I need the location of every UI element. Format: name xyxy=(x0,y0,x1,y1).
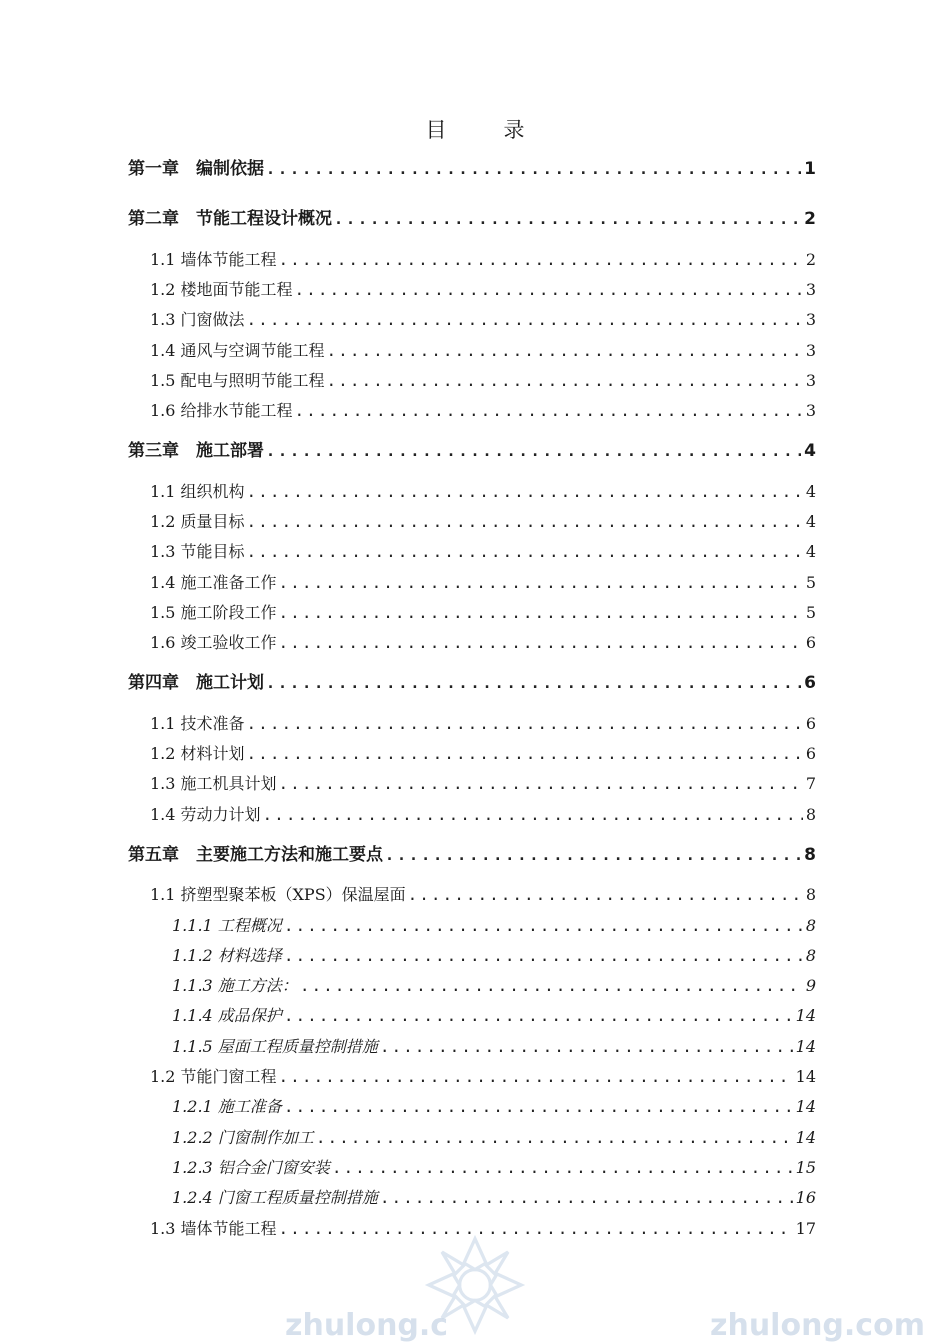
toc-entry-label: 1.3 墙体节能工程 xyxy=(150,1219,277,1238)
toc-entry-subsection[interactable] xyxy=(172,1005,816,1027)
toc-entry-page-number: 8 xyxy=(805,916,816,935)
toc-entry-subsection[interactable] xyxy=(172,1036,816,1058)
toc-entry-page-number: 6 xyxy=(804,673,816,693)
toc-entry-label: 1.2.1 施工准备 xyxy=(172,1097,282,1116)
toc-entry-subsection[interactable] xyxy=(172,975,816,997)
toc-entry-page-number: 8 xyxy=(805,946,816,965)
toc-entry-section[interactable] xyxy=(150,602,816,624)
toc-entry-chapter[interactable] xyxy=(128,158,816,180)
toc-entry-page-number: 3 xyxy=(805,401,816,420)
toc-entry-section[interactable] xyxy=(150,773,816,795)
toc-leader-dots xyxy=(247,511,803,533)
toc-entry-label: 第三章 施工部署 xyxy=(128,441,264,461)
toc-entry-label: 1.3 门窗做法 xyxy=(150,310,245,329)
toc-entry-label: 1.4 施工准备工作 xyxy=(150,573,277,592)
toc-leader-dots xyxy=(279,1218,793,1240)
toc-entry-chapter[interactable] xyxy=(128,208,816,230)
toc-entry-section[interactable] xyxy=(150,632,816,654)
toc-leader-dots xyxy=(279,572,803,594)
toc-entry-label: 1.5 配电与照明节能工程 xyxy=(150,371,325,390)
toc-entry-section[interactable] xyxy=(150,279,816,301)
toc-entry-page-number: 8 xyxy=(804,845,816,865)
toc-entry-label: 1.1.4 成品保护 xyxy=(172,1006,282,1025)
toc-entry-page-number: 6 xyxy=(805,744,816,763)
watermark-text-right: zhulong.com xyxy=(710,1308,925,1343)
toc-entry-page-number: 3 xyxy=(805,341,816,360)
toc-leader-dots xyxy=(284,1096,793,1118)
toc-entry-label: 1.1.5 屋面工程质量控制措施 xyxy=(172,1037,378,1056)
toc-entry-label: 1.6 给排水节能工程 xyxy=(150,401,293,420)
toc-title: 目 录 xyxy=(425,118,543,142)
toc-entry-subsection[interactable] xyxy=(172,1127,816,1149)
toc-entry-section[interactable] xyxy=(150,1218,816,1240)
toc-entry-subsection[interactable] xyxy=(172,1157,816,1179)
toc-entry-section[interactable] xyxy=(150,340,816,362)
toc-entry-page-number: 3 xyxy=(805,280,816,299)
toc-leader-dots xyxy=(295,279,803,301)
toc-entry-page-number: 6 xyxy=(805,633,816,652)
toc-entry-section[interactable] xyxy=(150,249,816,271)
toc-entry-label: 第四章 施工计划 xyxy=(128,673,264,693)
toc-entry-page-number: 2 xyxy=(805,250,816,269)
toc-entry-section[interactable] xyxy=(150,400,816,422)
toc-entry-section[interactable] xyxy=(150,884,816,906)
toc-entry-label: 1.1.2 材料选择 xyxy=(172,946,282,965)
toc-leader-dots xyxy=(385,844,801,866)
toc-entry-section[interactable] xyxy=(150,1066,816,1088)
toc-entry-page-number: 2 xyxy=(804,209,816,229)
toc-entry-chapter[interactable] xyxy=(128,672,816,694)
toc-leader-dots xyxy=(266,440,801,462)
toc-leader-dots xyxy=(279,773,803,795)
toc-leader-dots xyxy=(279,1066,793,1088)
toc-entry-label: 1.3 节能目标 xyxy=(150,542,245,561)
toc-entry-label: 1.3 施工机具计划 xyxy=(150,774,277,793)
toc-entry-page-number: 14 xyxy=(795,1128,816,1147)
toc-entry-label: 1.2 质量目标 xyxy=(150,512,245,531)
toc-entry-page-number: 5 xyxy=(805,573,816,592)
toc-entry-page-number: 7 xyxy=(805,774,816,793)
toc-entry-section[interactable] xyxy=(150,572,816,594)
toc-entry-label: 第一章 编制依据 xyxy=(128,159,264,179)
toc-entry-page-number: 4 xyxy=(805,542,816,561)
toc-entry-label: 1.2 楼地面节能工程 xyxy=(150,280,293,299)
toc-entry-page-number: 9 xyxy=(805,976,816,995)
toc-entry-page-number: 4 xyxy=(805,512,816,531)
toc-entry-chapter[interactable] xyxy=(128,844,816,866)
toc-entry-label: 1.4 通风与空调节能工程 xyxy=(150,341,325,360)
toc-entry-label: 1.1.3 施工方法： xyxy=(172,976,298,995)
toc-entry-page-number: 3 xyxy=(805,371,816,390)
toc-entry-section[interactable] xyxy=(150,804,816,826)
toc-entry-page-number: 14 xyxy=(795,1037,816,1056)
toc-entry-subsection[interactable] xyxy=(172,945,816,967)
toc-leader-dots xyxy=(266,672,801,694)
toc-entry-page-number: 14 xyxy=(795,1067,816,1086)
toc-leader-dots xyxy=(284,945,803,967)
toc-entry-label: 1.4 劳动力计划 xyxy=(150,805,261,824)
toc-entry-label: 1.1 技术准备 xyxy=(150,714,245,733)
toc-entry-section[interactable] xyxy=(150,309,816,331)
toc-entry-page-number: 17 xyxy=(795,1219,816,1238)
toc-leader-dots xyxy=(295,400,803,422)
toc-entry-subsection[interactable] xyxy=(172,1187,816,1209)
toc-entry-label: 1.2 节能门窗工程 xyxy=(150,1067,277,1086)
toc-entry-label: 1.1.1 工程概况 xyxy=(172,916,282,935)
toc-leader-dots xyxy=(327,340,803,362)
toc-entry-section[interactable] xyxy=(150,370,816,392)
toc-entry-subsection[interactable] xyxy=(172,915,816,937)
toc-entry-section[interactable] xyxy=(150,743,816,765)
toc-entry-section[interactable] xyxy=(150,481,816,503)
toc-entry-label: 1.6 竣工验收工作 xyxy=(150,633,277,652)
watermark-text-left: zhulong.c xyxy=(285,1308,449,1343)
toc-entry-page-number: 8 xyxy=(805,885,816,904)
toc-leader-dots xyxy=(284,1005,793,1027)
toc-leader-dots xyxy=(279,249,803,271)
toc-entry-label: 1.2.2 门窗制作加工 xyxy=(172,1128,314,1147)
toc-entry-page-number: 16 xyxy=(795,1188,816,1207)
toc-entry-section[interactable] xyxy=(150,713,816,735)
toc-entry-label: 1.2.3 铝合金门窗安装 xyxy=(172,1158,330,1177)
toc-leader-dots xyxy=(316,1127,793,1149)
toc-entry-page-number: 5 xyxy=(805,603,816,622)
toc-entry-section[interactable] xyxy=(150,541,816,563)
toc-leader-dots xyxy=(279,602,803,624)
toc-entry-page-number: 6 xyxy=(805,714,816,733)
toc-entry-label: 1.2 材料计划 xyxy=(150,744,245,763)
toc-leader-dots xyxy=(300,975,803,997)
toc-leader-dots xyxy=(380,1036,793,1058)
toc-leader-dots xyxy=(247,541,803,563)
toc-entry-label: 1.2.4 门窗工程质量控制措施 xyxy=(172,1188,378,1207)
toc-entry-page-number: 14 xyxy=(795,1097,816,1116)
toc-leader-dots xyxy=(247,743,803,765)
toc-leader-dots xyxy=(380,1187,793,1209)
toc-entry-chapter[interactable] xyxy=(128,440,816,462)
toc-entry-label: 1.5 施工阶段工作 xyxy=(150,603,277,622)
toc-leader-dots xyxy=(247,713,803,735)
toc-leader-dots xyxy=(327,370,803,392)
toc-leader-dots xyxy=(247,481,803,503)
toc-leader-dots xyxy=(332,1157,793,1179)
toc-leader-dots xyxy=(279,632,803,654)
toc-entry-label: 1.1 组织机构 xyxy=(150,482,245,501)
toc-leader-dots xyxy=(284,915,803,937)
toc-entry-page-number: 1 xyxy=(804,159,816,179)
toc-leader-dots xyxy=(266,158,801,180)
toc-entry-label: 1.1 挤塑型聚苯板（XPS）保温屋面 xyxy=(150,885,406,904)
toc-leader-dots xyxy=(408,884,803,906)
toc-leader-dots xyxy=(263,804,803,826)
toc-entry-label: 第二章 节能工程设计概况 xyxy=(128,209,332,229)
toc-entry-page-number: 14 xyxy=(795,1006,816,1025)
toc-entry-subsection[interactable] xyxy=(172,1096,816,1118)
toc-entry-label: 第五章 主要施工方法和施工要点 xyxy=(128,845,383,865)
toc-entry-page-number: 15 xyxy=(795,1158,816,1177)
toc-entry-page-number: 3 xyxy=(805,310,816,329)
toc-entry-page-number: 4 xyxy=(804,441,816,461)
toc-entry-page-number: 4 xyxy=(805,482,816,501)
toc-entry-page-number: 8 xyxy=(805,805,816,824)
toc-leader-dots xyxy=(334,208,801,230)
toc-entry-label: 1.1 墙体节能工程 xyxy=(150,250,277,269)
toc-leader-dots xyxy=(247,309,803,331)
toc-entry-section[interactable] xyxy=(150,511,816,533)
